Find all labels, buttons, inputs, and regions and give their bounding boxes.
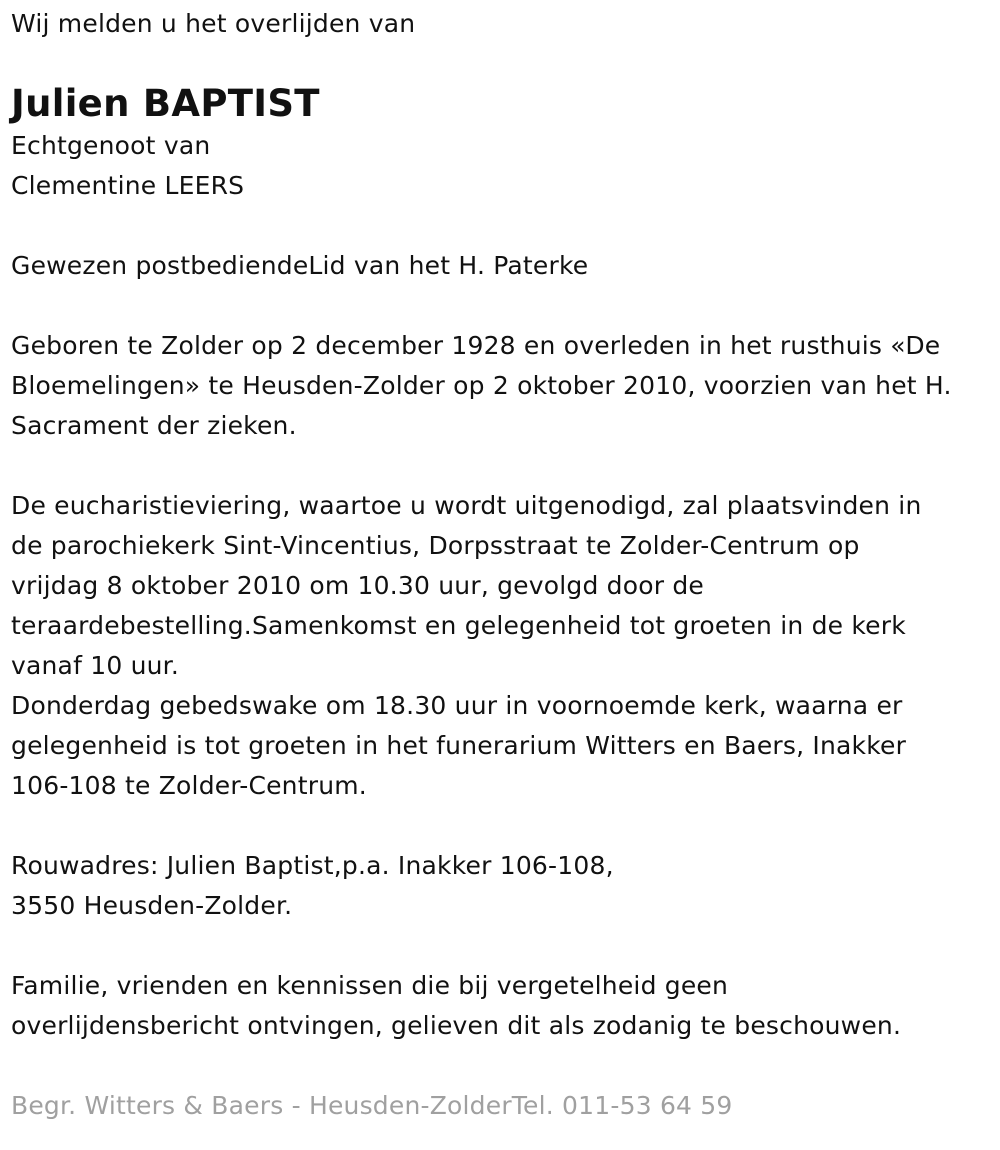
spacer: [11, 806, 991, 846]
paragraph-line: Sacrament der zieken.: [11, 411, 297, 440]
paragraph-line: vrijdag 8 oktober 2010 om 10.30 uur, gevolgd door de: [11, 571, 705, 600]
paragraph-line: Bloemelingen» te Heusden-Zolder op 2 oktober 2010, voorzien van het H.: [11, 371, 952, 400]
paragraph-line: Donderdag gebedswake om 18.30 uur in voornoemde kerk, waarna er: [11, 691, 903, 720]
ceremony-paragraph: [11, 486, 991, 806]
spacer: [11, 926, 991, 966]
paragraph-line: gelegenheid is tot groeten in het funerarium Witters en Baers, Inakker: [11, 731, 907, 760]
intro-text: Wij melden u het overlijden van: [11, 9, 416, 38]
deceased-name: Julien BAPTIST: [11, 82, 320, 125]
paragraph-line: Geboren te Zolder op 2 december 1928 en overleden in het rusthuis «De: [11, 331, 941, 360]
paragraph-line: vanaf 10 uur.: [11, 651, 180, 680]
spacer: [11, 1046, 991, 1086]
funeral-home-footer: Begr. Witters & Baers - Heusden-ZolderTel. 011-53 64 59: [11, 1091, 733, 1120]
spacer: [11, 206, 991, 246]
spouse-name: Clementine LEERS: [11, 171, 245, 200]
paragraph-line: overlijdensbericht ontvingen, gelieven dit als zodanig te beschouwen.: [11, 1011, 902, 1040]
family-paragraph: [11, 966, 991, 1046]
paragraph-line: 3550 Heusden-Zolder.: [11, 891, 293, 920]
spacer: [11, 286, 991, 326]
spacer: [11, 446, 991, 486]
paragraph-line: Rouwadres: Julien Baptist,p.a. Inakker 106-108,: [11, 851, 614, 880]
birth-death-paragraph: [11, 326, 991, 446]
paragraph-line: Familie, vrienden en kennissen die bij vergetelheid geen: [11, 971, 729, 1000]
paragraph-line: De eucharistieviering, waartoe u wordt uitgenodigd, zal plaatsvinden in: [11, 491, 922, 520]
paragraph-line: de parochiekerk Sint-Vincentius, Dorpsstraat te Zolder-Centrum op: [11, 531, 860, 560]
spouse-label: Echtgenoot van: [11, 131, 211, 160]
paragraph-line: teraardebestelling.Samenkomst en gelegenheid tot groeten in de kerk: [11, 611, 906, 640]
obituary-notice: [11, 4, 991, 1126]
paragraph-line: 106-108 te Zolder-Centrum.: [11, 771, 367, 800]
address-paragraph: [11, 846, 991, 926]
occupation-text: Gewezen postbediendeLid van het H. Paterke: [11, 251, 589, 280]
